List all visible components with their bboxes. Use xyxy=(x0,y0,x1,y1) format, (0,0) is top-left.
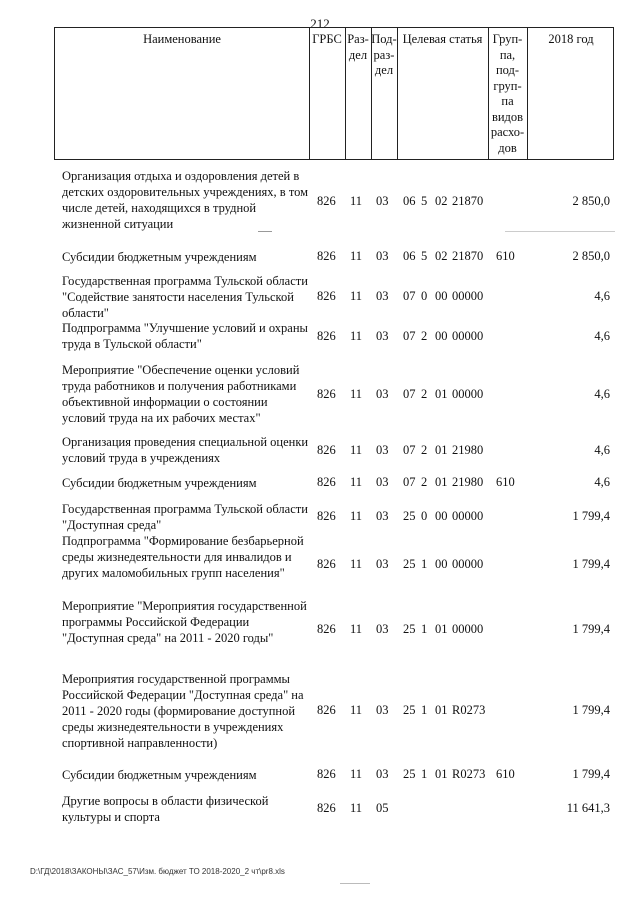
row-target-subprogram: 2 xyxy=(421,475,428,489)
row-sum: 4,6 xyxy=(594,443,610,457)
row-target-event: 02 xyxy=(435,194,448,208)
row-target-code: R0273 xyxy=(452,703,486,717)
row-razdel: 11 xyxy=(350,767,363,781)
header-vr: Груп- па, под- груп- па видов расхо- дов xyxy=(490,32,525,155)
row-target-program: 25 xyxy=(403,703,416,717)
row-razdel: 11 xyxy=(350,703,363,717)
row-target-code: 00000 xyxy=(452,622,484,636)
row-sum: 4,6 xyxy=(594,387,610,401)
row-sum: 11 641,3 xyxy=(566,801,610,815)
row-name: Субсидии бюджетным учреждениям xyxy=(62,250,257,264)
row-target-program: 25 xyxy=(403,509,416,523)
row-podrazdel: 03 xyxy=(376,557,389,571)
row-razdel: 11 xyxy=(350,443,363,457)
row-target-program: 07 xyxy=(403,475,416,489)
row-name: Мероприятие "Обеспечение оценки условий труда работников и получения работниками объективной информации о состоянии условий труда на их рабочих местах" xyxy=(62,363,300,425)
row-target-event: 00 xyxy=(435,509,448,523)
row-name: Субсидии бюджетным учреждениям xyxy=(62,768,257,782)
row-razdel: 11 xyxy=(350,801,363,815)
row-target-subprogram: 2 xyxy=(421,329,428,343)
row-sum: 1 799,4 xyxy=(572,703,610,717)
row-razdel: 11 xyxy=(350,509,363,523)
row-podrazdel: 03 xyxy=(376,249,389,263)
row-target-event: 01 xyxy=(435,387,448,401)
row-grbs: 826 xyxy=(317,289,336,303)
row-target-program: 25 xyxy=(403,767,416,781)
row-target-code: 21980 xyxy=(452,443,484,457)
row-podrazdel: 03 xyxy=(376,509,389,523)
row-target-subprogram: 1 xyxy=(421,767,428,781)
row-sum: 2 850,0 xyxy=(572,249,610,263)
row-name: Субсидии бюджетным учреждениям xyxy=(62,476,257,490)
row-grbs: 826 xyxy=(317,387,336,401)
row-target-event: 01 xyxy=(435,622,448,636)
row-target-subprogram: 0 xyxy=(421,289,428,303)
row-target-subprogram: 0 xyxy=(421,509,428,523)
row-target-program: 07 xyxy=(403,387,416,401)
header-razdel: Раз- дел xyxy=(347,32,369,62)
row-name: Государственная программа Тульской области "Содействие занятости населения Тульской области" xyxy=(62,274,308,320)
row-target-subprogram: 5 xyxy=(421,249,428,263)
row-sum: 4,6 xyxy=(594,289,610,303)
row-grbs: 826 xyxy=(317,443,336,457)
header-name: Наименование xyxy=(143,32,221,46)
row-name: Организация проведения специальной оценки условий труда в учреждениях xyxy=(62,435,309,465)
row-target-code: 00000 xyxy=(452,557,484,571)
table-header xyxy=(54,27,614,160)
row-name: Мероприятие "Мероприятия государственной программы Российской Федерации "Доступная среда" на 2011 - 2020 годы" xyxy=(62,599,307,645)
row-podrazdel: 03 xyxy=(376,194,389,208)
row-grbs: 826 xyxy=(317,475,336,489)
row-target-event: 01 xyxy=(435,703,448,717)
row-grbs: 826 xyxy=(317,622,336,636)
scan-artifact xyxy=(258,231,272,232)
row-vr: 610 xyxy=(496,249,515,263)
row-target-code: 00000 xyxy=(452,289,484,303)
row-grbs: 826 xyxy=(317,329,336,343)
row-razdel: 11 xyxy=(350,387,363,401)
row-target-event: 00 xyxy=(435,289,448,303)
row-grbs: 826 xyxy=(317,557,336,571)
row-grbs: 826 xyxy=(317,509,336,523)
row-grbs: 826 xyxy=(317,801,336,815)
header-divider xyxy=(527,28,528,159)
row-target-event: 01 xyxy=(435,767,448,781)
row-target-code: 21980 xyxy=(452,475,484,489)
scan-artifact xyxy=(340,883,370,884)
row-target-subprogram: 1 xyxy=(421,703,428,717)
row-target-event: 00 xyxy=(435,557,448,571)
row-podrazdel: 03 xyxy=(376,622,389,636)
row-razdel: 11 xyxy=(350,622,363,636)
row-target-subprogram: 2 xyxy=(421,443,428,457)
row-target-event: 01 xyxy=(435,443,448,457)
row-target-program: 06 xyxy=(403,249,416,263)
header-year: 2018 год xyxy=(548,32,594,46)
row-vr: 610 xyxy=(496,767,515,781)
row-sum: 4,6 xyxy=(594,475,610,489)
page-number: 212 xyxy=(310,16,330,31)
row-target-code: 21870 xyxy=(452,249,484,263)
row-grbs: 826 xyxy=(317,194,336,208)
row-grbs: 826 xyxy=(317,767,336,781)
row-target-program: 25 xyxy=(403,622,416,636)
row-sum: 1 799,4 xyxy=(572,557,610,571)
row-razdel: 11 xyxy=(350,557,363,571)
row-name: Другие вопросы в области физической культуры и спорта xyxy=(62,794,269,824)
row-sum: 1 799,4 xyxy=(572,767,610,781)
row-target-subprogram: 1 xyxy=(421,557,428,571)
row-podrazdel: 03 xyxy=(376,767,389,781)
table-row xyxy=(0,434,640,466)
row-podrazdel: 03 xyxy=(376,329,389,343)
row-target-program: 07 xyxy=(403,289,416,303)
row-target-event: 00 xyxy=(435,329,448,343)
header-divider xyxy=(309,28,310,159)
row-target-program: 06 xyxy=(403,194,416,208)
row-target-code: 00000 xyxy=(452,509,484,523)
row-vr: 610 xyxy=(496,475,515,489)
row-name: Подпрограмма "Формирование безбарьерной среды жизнедеятельности для инвалидов и других маломобильных групп населения" xyxy=(62,534,304,580)
table-row xyxy=(0,273,640,321)
row-podrazdel: 05 xyxy=(376,801,389,815)
scan-artifact xyxy=(505,231,615,232)
row-target-subprogram: 5 xyxy=(421,194,428,208)
row-podrazdel: 03 xyxy=(376,703,389,717)
row-name: Организация отдыха и оздоровления детей в детских оздоровительных учреждениях, в том числе детей, находящихся в трудной жизненной ситуации xyxy=(62,169,309,231)
header-divider xyxy=(397,28,398,159)
row-target-code: 00000 xyxy=(452,329,484,343)
row-podrazdel: 03 xyxy=(376,387,389,401)
row-grbs: 826 xyxy=(317,249,336,263)
row-razdel: 11 xyxy=(350,475,363,489)
table-row xyxy=(0,598,640,662)
row-target-subprogram: 2 xyxy=(421,387,428,401)
row-sum: 1 799,4 xyxy=(572,509,610,523)
table-row xyxy=(0,533,640,597)
table-row xyxy=(0,362,640,426)
row-podrazdel: 03 xyxy=(376,289,389,303)
row-target-code: 21870 xyxy=(452,194,484,208)
row-target-program: 07 xyxy=(403,329,416,343)
row-target-code: 00000 xyxy=(452,387,484,401)
table-row xyxy=(0,793,640,825)
row-razdel: 11 xyxy=(350,289,363,303)
row-podrazdel: 03 xyxy=(376,475,389,489)
row-target-event: 01 xyxy=(435,475,448,489)
row-name: Мероприятия государственной программы Российской Федерации "Доступная среда" на 2011 - 2020 годы (формирование доступной среды жизнедеятельности в учреждениях спортивной направленности) xyxy=(62,672,304,750)
table-row xyxy=(0,249,640,267)
row-target-code: R0273 xyxy=(452,767,486,781)
row-target-program: 25 xyxy=(403,557,416,571)
header-grbs: ГРБС xyxy=(312,32,342,46)
row-name: Подпрограмма "Улучшение условий и охраны труда в Тульской области" xyxy=(62,321,308,351)
table-row xyxy=(0,671,640,751)
header-target: Целевая статья xyxy=(402,32,483,46)
row-grbs: 826 xyxy=(317,703,336,717)
row-podrazdel: 03 xyxy=(376,443,389,457)
header-podrazdel: Под- раз- дел xyxy=(371,32,397,77)
row-sum: 2 850,0 xyxy=(572,194,610,208)
row-razdel: 11 xyxy=(350,194,363,208)
row-target-subprogram: 1 xyxy=(421,622,428,636)
table-row xyxy=(0,320,640,352)
table-row xyxy=(0,475,640,493)
row-target-event: 02 xyxy=(435,249,448,263)
row-razdel: 11 xyxy=(350,329,363,343)
table-row xyxy=(0,501,640,533)
table-row xyxy=(0,767,640,785)
row-sum: 4,6 xyxy=(594,329,610,343)
row-target-program: 07 xyxy=(403,443,416,457)
row-name: Государственная программа Тульской области "Доступная среда" xyxy=(62,502,308,532)
file-path-footer: D:\ГД\2018\ЗАКОНЫ\ЗАС_57\Изм. бюджет ТО 2018-2020_2 чт\pr8.xls xyxy=(30,867,285,876)
table-row xyxy=(0,168,640,232)
row-razdel: 11 xyxy=(350,249,363,263)
row-sum: 1 799,4 xyxy=(572,622,610,636)
